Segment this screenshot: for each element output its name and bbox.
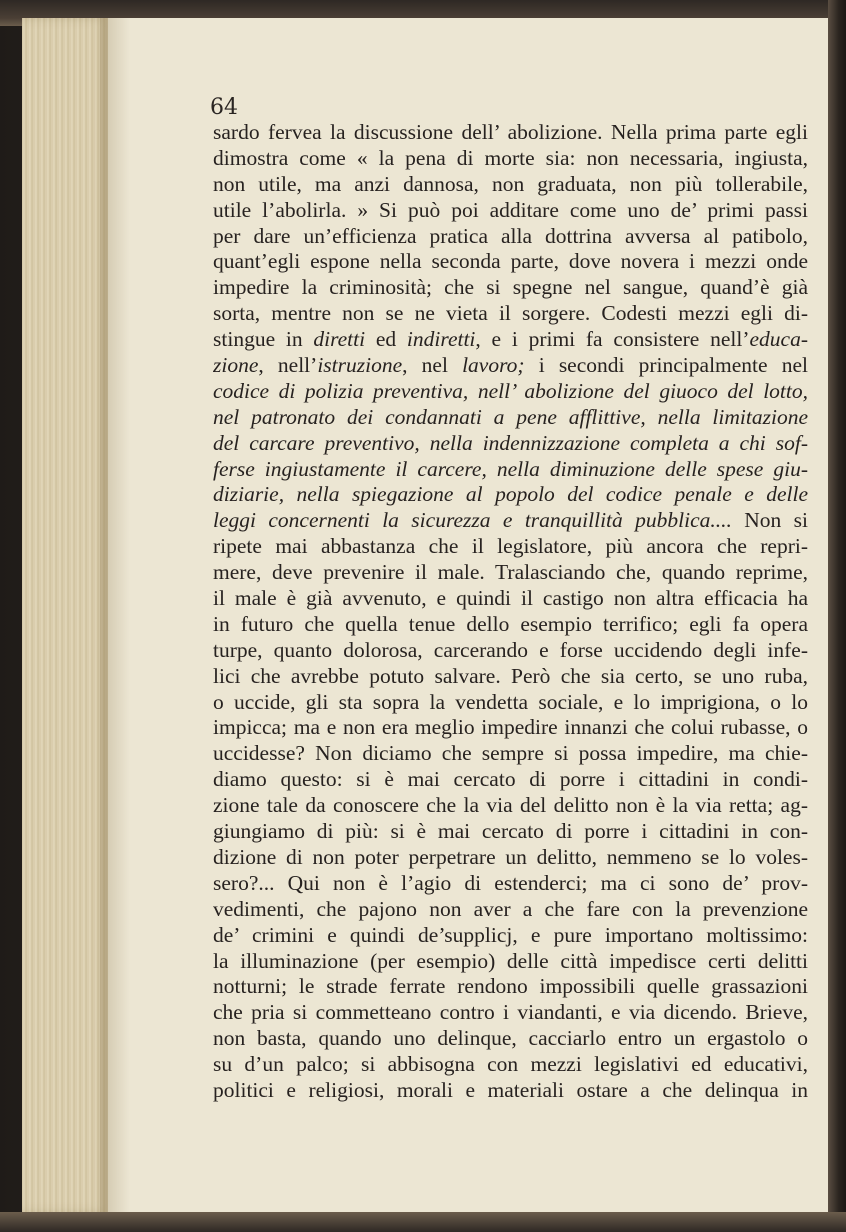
text-line xyxy=(213,353,808,379)
text-segment: stingue in xyxy=(213,327,314,352)
text-segment: impicca; ma e non era meglio impedire innanzi che colui rubasse, o xyxy=(213,715,808,740)
text-segment: notturni; le strade ferrate rendono impossibili quelle grassazioni xyxy=(213,974,808,999)
text-line xyxy=(213,793,808,819)
text-segment: in futuro che quella tenue dello esempio terrifico; egli fa opera xyxy=(213,611,808,636)
text-segment: impedire la criminosità; che si spegne nel sangue, quand’è già xyxy=(213,275,808,300)
page-number: 64 xyxy=(210,95,238,120)
text-segment: vedimenti, che pajono non aver a che fare con la prevenzione xyxy=(213,896,808,921)
text-segment: non utile, ma anzi dannosa, non graduata, non più tollerabile, xyxy=(213,171,808,196)
body-text xyxy=(213,120,808,1104)
text-line xyxy=(213,741,808,767)
italic-text-segment: leggi concernenti la sicurezza e tranquillità pubblica.... xyxy=(213,508,732,533)
text-segment: sorta, mentre non se ne vieta il sorgere. Codesti mezzi egli di- xyxy=(213,301,808,326)
italic-text-segment: codice di polizia preventiva, nell’ abolizione del giuoco del lotto, xyxy=(213,378,808,403)
text-line xyxy=(213,482,808,508)
text-line xyxy=(213,327,808,353)
gutter-shadow xyxy=(100,18,130,1213)
text-segment: i secondi principalmente nel xyxy=(524,353,808,378)
text-segment: per dare un’efficienza pratica alla dottrina avversa al patibolo, xyxy=(213,223,808,248)
text-segment: , nell’ xyxy=(258,353,318,378)
text-segment: mere, deve prevenire il male. Tralasciando che, quando reprime, xyxy=(213,560,808,585)
text-line xyxy=(213,508,808,534)
text-segment: Non si xyxy=(731,508,808,533)
text-segment: utile l’abolirla. » Si può poi additare come uno de’ primi passi xyxy=(213,197,808,222)
text-segment: politici e religiosi, morali e materiali ostare a che delinqua in xyxy=(213,1077,808,1102)
text-line xyxy=(213,405,808,431)
text-line xyxy=(213,534,808,560)
text-line xyxy=(213,275,808,301)
text-line xyxy=(213,431,808,457)
book-right-edge xyxy=(828,0,846,1232)
page-stack-gutter xyxy=(22,18,108,1213)
text-segment: quant’egli espone nella seconda parte, dove novera i mezzi onde xyxy=(213,249,808,274)
text-line xyxy=(213,1078,808,1104)
text-line xyxy=(213,897,808,923)
italic-text-segment: istruzione xyxy=(317,353,403,378)
italic-text-segment: diziarie, nella spiegazione al popolo del codice penale e delle xyxy=(213,482,808,507)
italic-text-segment: del carcare preventivo, nella indennizzazione completa a chi sof- xyxy=(213,430,808,455)
text-segment: dimostra come « la pena di morte sia: non necessaria, ingiusta, xyxy=(213,145,808,170)
text-line xyxy=(213,638,808,664)
text-line xyxy=(213,457,808,483)
text-line xyxy=(213,379,808,405)
text-segment: zione tale da conoscere che la via del delitto non è la via retta; ag- xyxy=(213,793,808,818)
text-segment: ripete mai abbastanza che il legislatore, più ancora che repri- xyxy=(213,534,808,559)
text-line xyxy=(213,560,808,586)
text-line xyxy=(213,871,808,897)
text-line xyxy=(213,819,808,845)
text-segment: non basta, quando uno delinque, cacciarlo entro un ergastolo o xyxy=(213,1026,808,1051)
text-line xyxy=(213,172,808,198)
italic-text-segment: nel patronato dei condannati a pene afflittive, nella limitazione xyxy=(213,404,808,429)
text-segment: turpe, quanto dolorosa, carcerando e forse uccidendo degli infe- xyxy=(213,637,808,662)
text-segment: de’ crimini e quindi de’supplicj, e pure importano moltissimo: xyxy=(213,922,808,947)
text-segment: lici che avrebbe potuto salvare. Però che sia certo, se uno ruba, xyxy=(213,663,808,688)
text-segment: su d’un palco; si abbisogna con mezzi legislativi ed educativi, xyxy=(213,1052,808,1077)
text-line xyxy=(213,1052,808,1078)
text-line xyxy=(213,198,808,224)
italic-text-segment: ferse ingiustamente il carcere, nella diminuzione delle spese giu- xyxy=(213,456,808,481)
text-line xyxy=(213,301,808,327)
text-line xyxy=(213,767,808,793)
text-line xyxy=(213,715,808,741)
text-line xyxy=(213,690,808,716)
text-line xyxy=(213,949,808,975)
text-segment: diamo questo: si è mai cercato di porre i cittadini in condi- xyxy=(213,767,808,792)
text-line xyxy=(213,224,808,250)
italic-text-segment: diretti xyxy=(313,327,366,352)
text-segment: sero?... Qui non è l’agio di estenderci; ma ci sono de’ prov- xyxy=(213,870,808,895)
text-line xyxy=(213,249,808,275)
text-segment: o uccide, gli sta sopra la vendetta sociale, e lo imprigiona, o lo xyxy=(213,689,808,714)
text-segment: dizione di non poter perpetrare un delitto, nemmeno se lo voles- xyxy=(213,844,808,869)
text-line xyxy=(213,146,808,172)
text-line xyxy=(213,612,808,638)
text-segment: giungiamo di più: si è mai cercato di porre i cittadini in con- xyxy=(213,819,808,844)
text-segment: che pria si commetteano contro i viandanti, e via dicendo. Brieve, xyxy=(213,1000,808,1025)
italic-text-segment: indiretti xyxy=(406,327,476,352)
text-line xyxy=(213,845,808,871)
text-line xyxy=(213,664,808,690)
text-segment: uccidesse? Non diciamo che sempre si possa impedire, ma chie- xyxy=(213,741,808,766)
text-line xyxy=(213,120,808,146)
text-segment: sardo fervea la discussione dell’ abolizione. Nella prima parte egli xyxy=(213,120,808,144)
italic-text-segment: lavoro; xyxy=(462,353,525,378)
text-segment: , e i primi fa consistere nell’ xyxy=(475,327,750,352)
text-segment: , nel xyxy=(402,353,463,378)
italic-text-segment: educa- xyxy=(749,327,808,352)
text-segment: la illuminazione (per esempio) delle città impedisce certi delitti xyxy=(213,948,808,973)
text-line xyxy=(213,586,808,612)
text-segment: ed xyxy=(365,327,407,352)
text-line xyxy=(213,923,808,949)
text-line xyxy=(213,1026,808,1052)
text-line xyxy=(213,1000,808,1026)
text-line xyxy=(213,974,808,1000)
book-bottom-edge xyxy=(0,1212,846,1232)
text-segment: il male è già avvenuto, e quindi il castigo non altra efficacia ha xyxy=(213,586,808,611)
italic-text-segment: zione xyxy=(213,353,259,378)
